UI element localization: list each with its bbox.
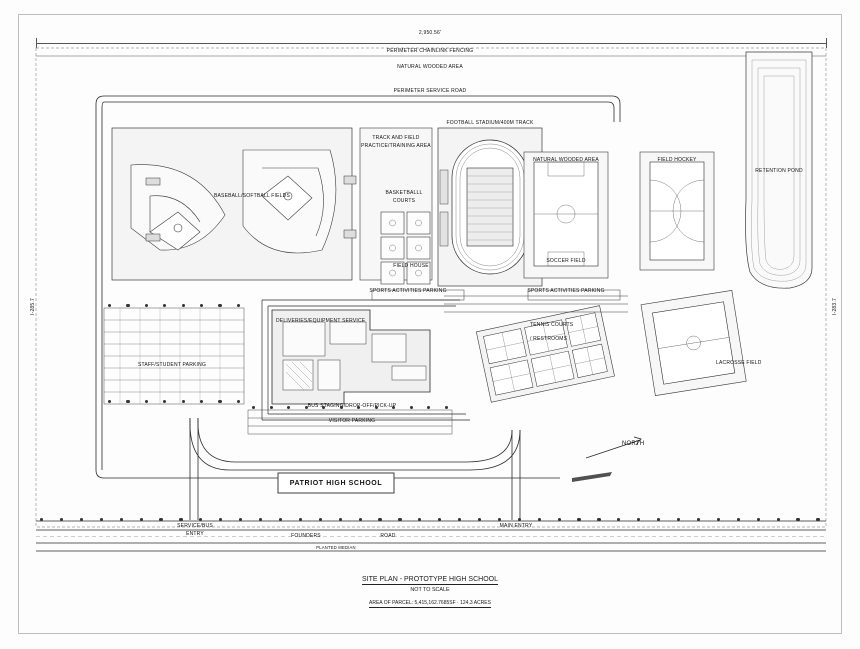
label-lacrosse-field: LACROSSE FIELD: [716, 360, 762, 366]
top-dimension-label: 2,950.56': [418, 30, 442, 36]
label-main-entry: MAIN ENTRY: [499, 523, 533, 529]
label-track-and-field: TRACK AND FIELD: [372, 135, 420, 141]
label-road: ROAD: [380, 533, 396, 539]
label-bus-staging: BUS STAGING/DROP-OFF/PICK-UP: [307, 403, 397, 409]
parking-tree-row-upper: [108, 304, 240, 307]
label-football-stadium: FOOTBALL STADIUM/400M TRACK: [446, 120, 534, 126]
label-field-house: FIELD HOUSE: [393, 263, 429, 269]
label-deliveries-equipment-service: DELIVERIES/EQUIPMENT SERVICE: [276, 318, 366, 324]
label-restrooms: / RESTROOMS: [530, 336, 568, 342]
label-planted-median: PLANTED MEDIAN: [316, 545, 356, 550]
label-visitor-parking: VISITOR PARKING: [328, 418, 376, 424]
plan-title: [0, 576, 860, 585]
plan-area-text: AREA OF PARCEL: 5,415,162.7685SF · 124.3 ACRES: [369, 600, 491, 606]
label-school-name: PATRIOT HIGH SCHOOL: [289, 480, 383, 487]
plan-area: [0, 600, 860, 608]
plan-title-text: SITE PLAN - PROTOTYPE HIGH SCHOOL: [361, 576, 498, 583]
title-block: [0, 576, 860, 608]
label-perimeter-service-road: PERIMETER SERVICE ROAD: [393, 88, 467, 94]
label-retention-pond: RETENTION POND: [755, 168, 803, 174]
label-natural-wooded-mid: NATURAL WOODED AREA: [533, 157, 599, 163]
label-sports-parking-right: SPORTS ACTIVITIES PARKING: [527, 288, 605, 294]
label-sports-parking-left: SPORTS ACTIVITIES PARKING: [369, 288, 447, 294]
label-north: NORTH: [622, 441, 645, 447]
parking-tree-row-lower: [108, 400, 240, 403]
label-tennis-courts: TENNIS COURTS: [530, 322, 574, 328]
label-natural-wooded-top: NATURAL WOODED AREA: [397, 64, 463, 70]
label-basketball-courts-line1: BASKETBALLL: [385, 190, 423, 196]
label-practice-training-area: PRACTICE/TRAINING AREA: [361, 143, 431, 149]
label-soccer-field: SOCCER FIELD: [546, 258, 586, 264]
street-tree-row: [40, 518, 820, 521]
label-service-bus-entry-line1: SERVICE/BUS: [177, 523, 213, 529]
label-basketball-courts-line2: COURTS: [392, 198, 416, 204]
label-perimeter-fence: PERIMETER CHAINLINK FENCING: [386, 48, 474, 54]
label-founders: FOUNDERS: [291, 533, 321, 539]
label-baseball-softball-fields: BASEBALL/SOFTBALL FIELDS: [213, 193, 291, 199]
left-edge-label: I-285.7: [30, 298, 36, 315]
label-staff-student-parking: STAFF/STUDENT PARKING: [137, 362, 207, 368]
plan-subtitle: NOT TO SCALE: [410, 587, 450, 593]
label-service-bus-entry-line2: ENTRY: [186, 531, 204, 537]
right-edge-label: I-283.7: [832, 298, 838, 315]
label-field-hockey: FIELD HOCKEY: [657, 157, 697, 163]
